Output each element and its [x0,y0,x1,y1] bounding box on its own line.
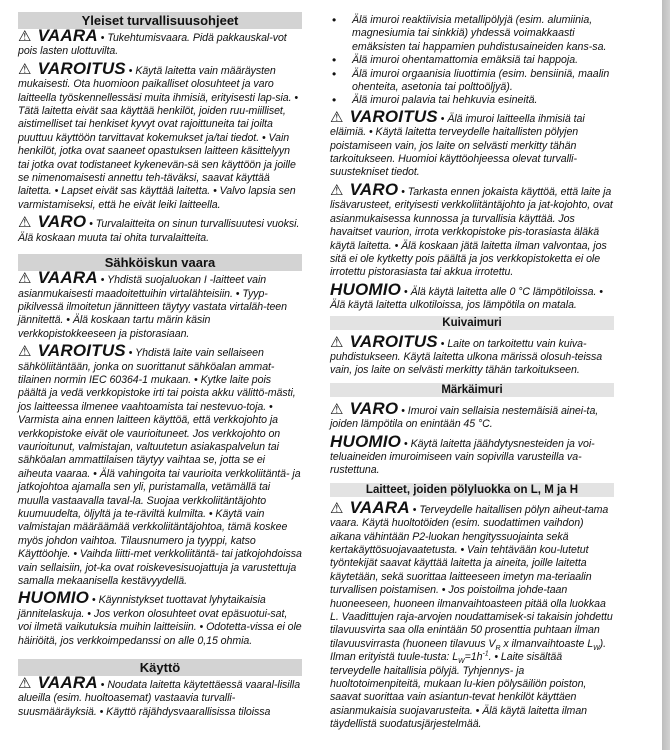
bullet-dot-icon: • [128,64,133,77]
notice-warning: ⚠ VAROITUS • Älä imuroi laitteella ihmisiä tai eläimiä. • Käytä laitetta terveydelle haitallisten pölyjen poistamiseen vain, jos laite on selvästi merkitty tähän tarkoitukseen. Huomioi käyttöohjeessa olevat turvalli-suustekniset tiedot. [330,106,585,179]
warning-triangle-icon: ⚠ [330,181,344,199]
bullet-dot-icon: • [404,285,408,298]
bullet-dot-icon: • [440,337,445,350]
notice-danger: ⚠ VAARA • Yhdistä suojaluokan I -laitteet vain asianmukaisesti maadoitettuihin virtalähteisiin. • Tyyp-pikilvessä ilmoitetun jännitteen täytyy vastata virtaläh-teen jännitettä. • Älä koskaan tartu märin käsin verkkopistokkeeseen ja pistorasiaan. [18,268,287,340]
notice-note: HUOMIO • Käytä laitetta jäähdytysnesteiden ja voi-teluaineiden imuroimiseen vain sopivilla varusteilla va-rustettuna. [330,431,595,477]
bullet-dot-icon: • [401,185,405,198]
notice-caution: ⚠ VARO • Turvalaitteita on sinun turvallisuutesi vuoksi. Älä koskaan muuta tai ohita turvalaitteita. [18,212,300,244]
warning-triangle-icon: ⚠ [330,499,344,517]
signal-word: ⚠ VAARA [330,497,410,517]
prohibition-list [330,14,614,108]
warning-triangle-icon: ⚠ [18,214,32,232]
signal-word: ⚠ VAROITUS [330,331,438,351]
notice-danger: ⚠ VAARA • Tukehtumisvaara. Pidä pakkauskal-vot pois lasten ulottuvilta. [18,26,287,58]
warning-triangle-icon: ⚠ [18,343,32,361]
signal-word: ⚠ VARO [18,212,87,232]
signal-word: HUOMIO [18,588,90,608]
notice-note: HUOMIO • Käynnistykset tuottavat lyhytaikaisia jännitelaskuja. • Jos verkon olosuhteet ovat epäsuotui-sat, voi ilmetä vaikutuksia muihin laitteisiin. • Odotetta-vissa ei ole häiriöitä, jos verkkoimpedanssi on alle 0,15 ohmia. [18,588,302,647]
list-item: • Älä imuroi orgaanisia liuottimia (esim. bensiiniä, maalin ohenteita, asetonia tai polttoöljyä). [330,68,614,95]
signal-word: ⚠ VAROITUS [18,58,126,78]
bullet-dot-icon: • [100,32,105,44]
warning-triangle-icon: ⚠ [18,270,32,288]
signal-word: ⚠ VAARA [18,673,98,693]
warning-triangle-icon: ⚠ [18,675,32,693]
notice-warning: ⚠ VAROITUS • Yhdistä laite vain sellaiseen sähköliitäntään, jonka on suorittanut sähköalan ammat-tilainen normin IEC 60364-1 mukaan. • Kytke laite pois päältä ja vedä verkkopistoke irti tai poista akku välittö-mästi, jos laitteessa ilmenee vaahtoamista tai nestevuo-toja. • Varmista aina ennen laitteen käyttöä, että verkkojohto ja verkkopistoke eivät ole vaurioituneet. Jos verkkojohto on vaurioitunut, valmistajan, valtuutetun asiakaspalvelun tai sähköalan ammattilaisen täytyy vaihtaa se, jotta se ei aiheuta vaaraa. • Älä vahingoita tai vaurioita verkkoliitäntä- ja jatkojohtoa ajamalla sen yli, puristamalla, vetämällä tai muulla vastaavalla taval-la. Suojaa verkkoliitäntäjohto kuumuudelta, öljyltä ja te-räviltä kulmilta. • Käytä vain valmistajan määräämää verkkoliitäntäjohtoa, tämä koskee myös johdon vaihtoa. Tilausnumero ja tyyppi, katso Käyttöohje. • Vaihda liitti-met verkkoliitäntä- tai jatkojohdoissa vain sellaisiin, jot-ka ovat roiskevesisuojattuja ja varustettuja samalla mekaanisella kestävyydellä. [18,341,302,588]
bullet-dot-icon: • [92,594,96,607]
signal-word: ⚠ VAROITUS [330,106,438,126]
notice-warning: ⚠ VAROITUS • Käytä laitetta vain määräysten mukaisesti. Ota huomioon paikalliset olosuhteet ja varo laitteella työskennellessäsi muita ihmisiä, erityisesti lap-sia. • Tätä laitetta eivät saa käyttää henkilöt, joiden ruu-miilliset, aistimelliset tai henkiset kyvyt ovat rajoittuneita tai joilta puuttuu käyttöön tarvittavat kokemukset ja/tai tiedot. • Vain henkilöt, jotka ovat saaneet opastuksen laitteen käsittelyyn tai jotka ovat todistaneet kykenevän-sä sen käyttöön ja joille se nimenomaisesti annettu teh-täväksi, saavat käyttää laitetta. • Lapset eivät sas käyttää laitetta. • Valvo lapsia sen varmistamiseksi, että he eivät leiki laitteella. [18,58,299,211]
section-heading-dry-vacuum: Kuivaimuri [330,316,614,330]
section-heading-dust-class: Laitteet, joiden pölyluokka on L, M ja H [330,483,614,497]
bullet-dot-icon: • [404,437,408,450]
warning-triangle-icon: ⚠ [330,333,344,351]
section-heading-wet-vacuum: Märkäimuri [330,383,614,397]
warning-triangle-icon: ⚠ [18,28,32,45]
left-column [18,12,302,719]
warning-triangle-icon: ⚠ [18,60,32,78]
bullet-dot-icon: • [440,112,445,125]
signal-word: HUOMIO [330,431,402,451]
bullet-dot-icon: • [412,503,417,516]
notice-danger: ⚠ VAARA • Noudata laitetta käytettäessä vaaral-lisilla alueilla (esim. huoltoasemat) vastaavia turvalli-suusmääräyksiä. • Käyttö räjähdysvaarallisissa tiloissa [18,673,301,718]
list-item: • Älä imuroi palavia tai hehkuvia esineitä. [330,94,614,107]
signal-word: ⚠ VARO [330,179,399,199]
list-item: • Älä imuroi ohentamattomia emäksiä tai happoja. [330,54,614,67]
bullet-dot-icon: • [89,218,93,231]
notice-note: HUOMIO • Älä käytä laitetta alle 0 °C lämpötiloissa. • Älä käytä laitetta ulkotiloissa, jos lämpötila on matala. [330,279,603,312]
notice-warning: ⚠ VAROITUS • Laite on tarkoitettu vain kuiva-puhdistukseen. Käytä laitetta ulkona märissä olosuh-teissa vain, jos laite on selvästi merkitty tähän tarkoitukseen. [330,331,603,377]
signal-word: ⚠ VAARA [18,268,98,288]
bullet-dot-icon: • [100,274,105,287]
bullet-dot-icon: • [401,404,405,417]
section-heading-operation: Käyttö [18,659,302,676]
warning-triangle-icon: ⚠ [330,108,344,126]
notice-danger: ⚠ VAARA • Terveydelle haitallisen pölyn aiheut-tama vaara. Käytä huoltotöiden (esim. suodattimen vaihdon) aikana vähintään P2-luokan hengityssuojainta sekä kertakäyttösuojavaatetusta. • Vain tehtävään kou-lutetut työntekijät saavat käyttää laitetta ja aineita, joille laitetta käytetään, sekä suorittaa laitteeseen imetyn ma-teriaalin turvallisen poistamisen. • Jos poistoilma johde-taan huoneeseen, huoneen ilmanvaihtoasteen pitää olla luokkaa L. Vaadittujen raja-arvojen noudattamisek-si takaisin johdettu tilavuusvirta saa olla enintään 50 prosenttia puhtaan ilman tilavuusvirrasta (huoneen tilavuus $V_R$ x ilmanvaihtoaste $L_W$). Ilman erityistä tuule-tusta: $L_W=1h^{-1}$. • Laite sisältää terveydelle haitallisia pölyjä. Tyhjennys- ja huoltotoimenpiteitä, mukaan lu-kien pölysäiliön poiston, saavat suorittaa vain asiantun-tevat henkilöt käyttäen asianmukaisia suojavarusteita. • Älä käytä laitetta ilman täydellistä suodatusjärjestelmää. [330,497,613,731]
notice-caution: ⚠ VARO • Imuroi vain sellaisia nestemäisiä ainei-ta, joiden lämpötila on enintään 45 °C. [330,398,599,431]
signal-word: ⚠ VAROITUS [18,341,126,361]
bullet-dot-icon: • [100,679,105,692]
warning-triangle-icon: ⚠ [330,400,344,418]
right-column [330,14,614,732]
bullet-dot-icon: • [128,347,133,360]
section-heading-general-safety: Yleiset turvallisuusohjeet [18,12,302,29]
list-item: • Älä imuroi reaktiivisia metallipölyjä (esim. alumiinia, magnesiumia tai sinkkiä) yhdessä voimakkaasti emäksisten tai happamien puhdistusaineiden kans-sa. [330,14,614,54]
signal-word: ⚠ VAARA [18,26,98,45]
notice-caution: ⚠ VARO • Tarkasta ennen jokaista käyttöä, että laite ja lisävarusteet, erityisesti verkkoliitäntäjohto ja jat-kojohto, ovat asianmukaisessa kunnossa ja turvallisia käyttää. Jos havaitset vaurion, irrota verkkopistoke pis-torasiasta äläkä käytä laitetta. • Älä koskaan jätä laitetta ilman valvontaa, jos sitä ei ole kytketty pois päältä ja jos verkkopistoketta ei ole irrotettu pistorasiasta tai akkua irrotettu. [330,179,613,279]
signal-word: HUOMIO [330,279,402,299]
viewer-background-edge [662,0,670,750]
section-heading-electric-shock: Sähköiskun vaara [18,254,302,271]
signal-word: ⚠ VARO [330,398,399,418]
